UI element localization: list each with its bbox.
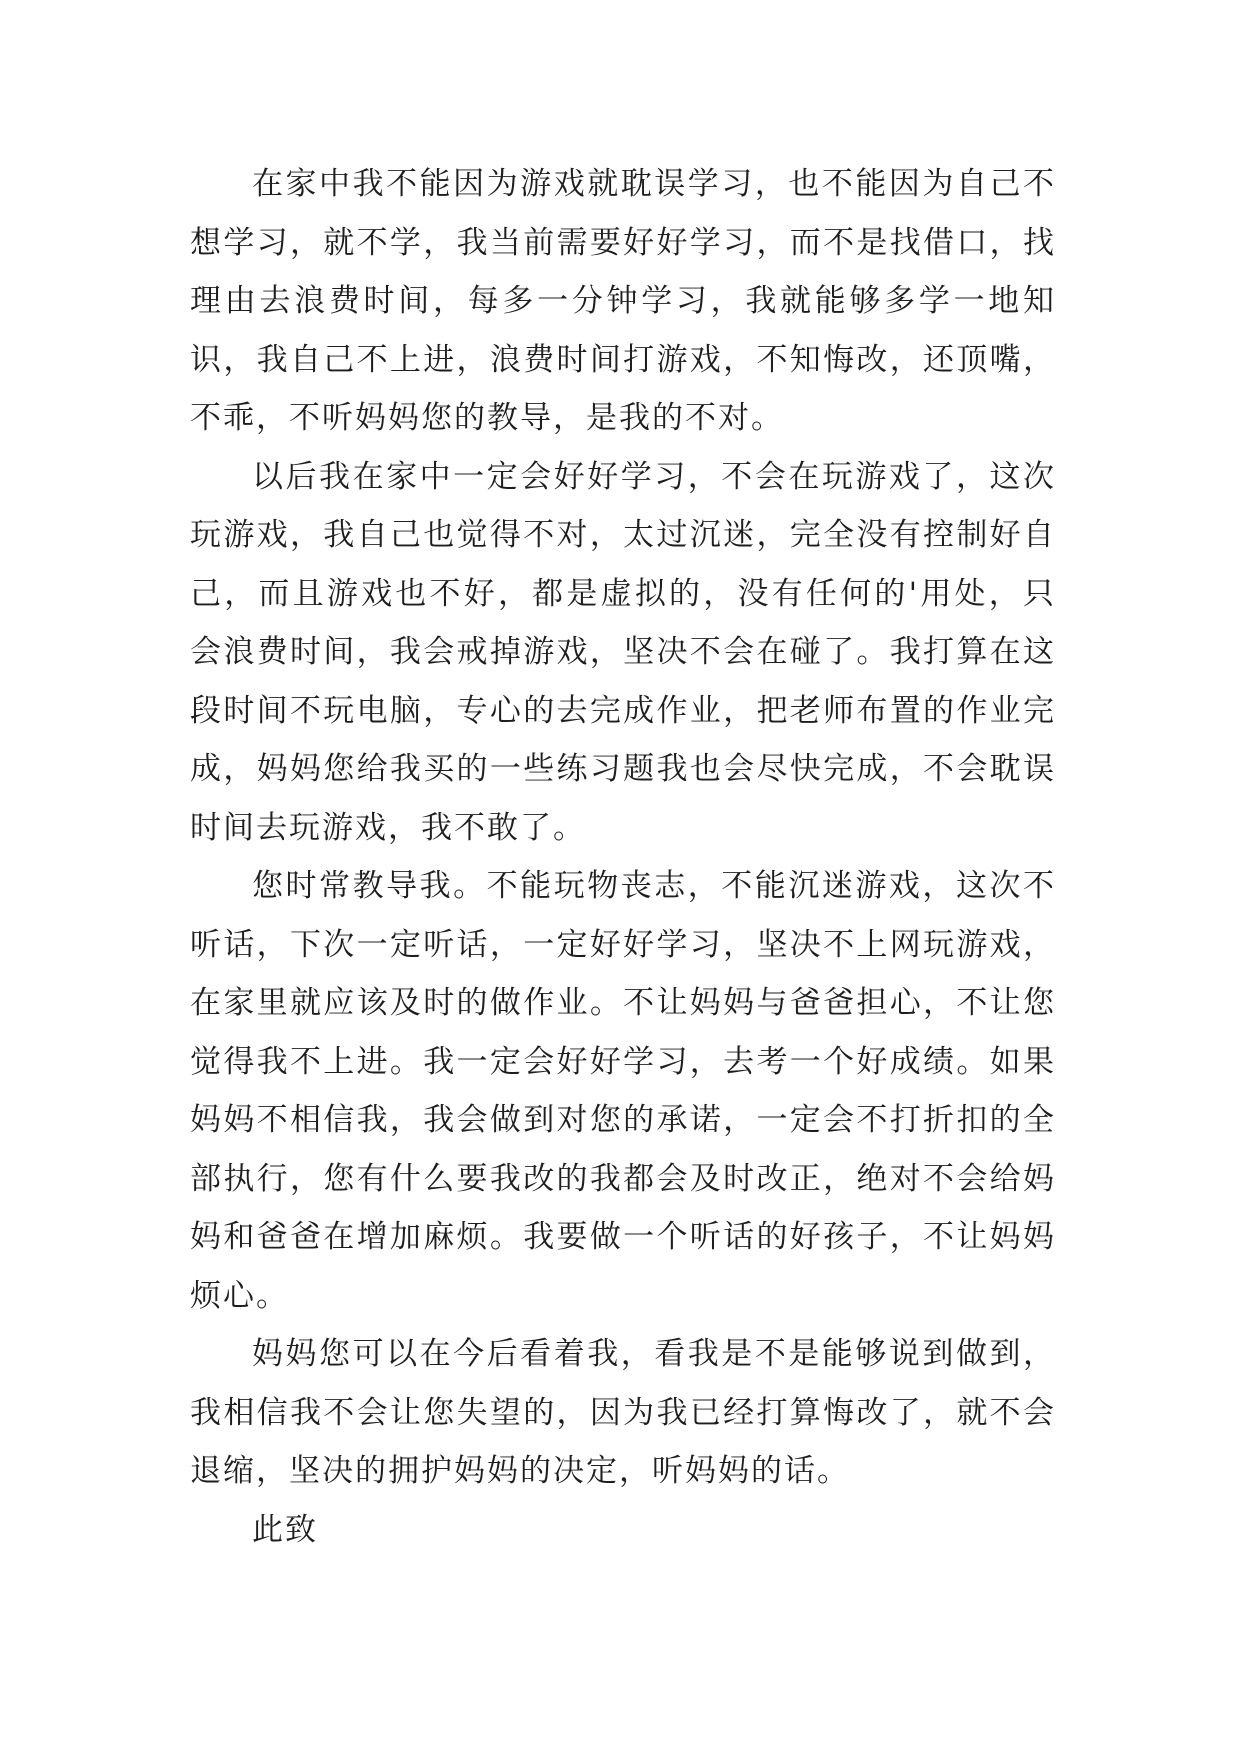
paragraph-1: 在家中我不能因为游戏就耽误学习，也不能因为自己不想学习，就不学，我当前需要好好学习，而不是找借口，找理由去浪费时间，每多一分钟学习，我就能够多学一地知识，我自己不上进，浪费时间打游戏，不知悔改，还顶嘴，不乖，不听妈妈您的教导，是我的不对。 <box>190 166 1056 436</box>
closing-salutation: 此致 <box>252 1511 318 1548</box>
paragraph-3: 您时常教导我。不能玩物丧志，不能沉迷游戏，这次不听话，下次一定听话，一定好好学习，坚决不上网玩游戏，在家里就应该及时的做作业。不让妈妈与爸爸担心，不让您觉得我不上进。我一定会好好学习，去考一个好成绩。如果妈妈不相信我，我会做到对您的承诺，一定会不打折扣的全部执行，您有什么要我改的我都会及时改正，绝对不会给妈妈和爸爸在增加麻烦。我要做一个听话的好孩子，不让妈妈烦心。 <box>190 868 1056 1314</box>
paragraph-2: 以后我在家中一定会好好学习，不会在玩游戏了，这次玩游戏，我自己也觉得不对，太过沉迷，完全没有控制好自己，而且游戏也不好，都是虚拟的，没有任何的'用处，只会浪费时间，我会戒掉游戏，坚决不会在碰了。我打算在这段时间不玩电脑，专心的去完成作业，把老师布置的作业完成，妈妈您给我买的一些练习题我也会尽快完成，不会耽误时间去玩游戏，我不敢了。 <box>190 458 1056 846</box>
letter-body <box>190 155 1056 1559</box>
paragraph-4: 妈妈您可以在今后看着我，看我是不是能够说到做到，我相信我不会让您失望的，因为我已经打算悔改了，就不会退缩，坚决的拥护妈妈的决定，听妈妈的话。 <box>190 1336 1056 1489</box>
